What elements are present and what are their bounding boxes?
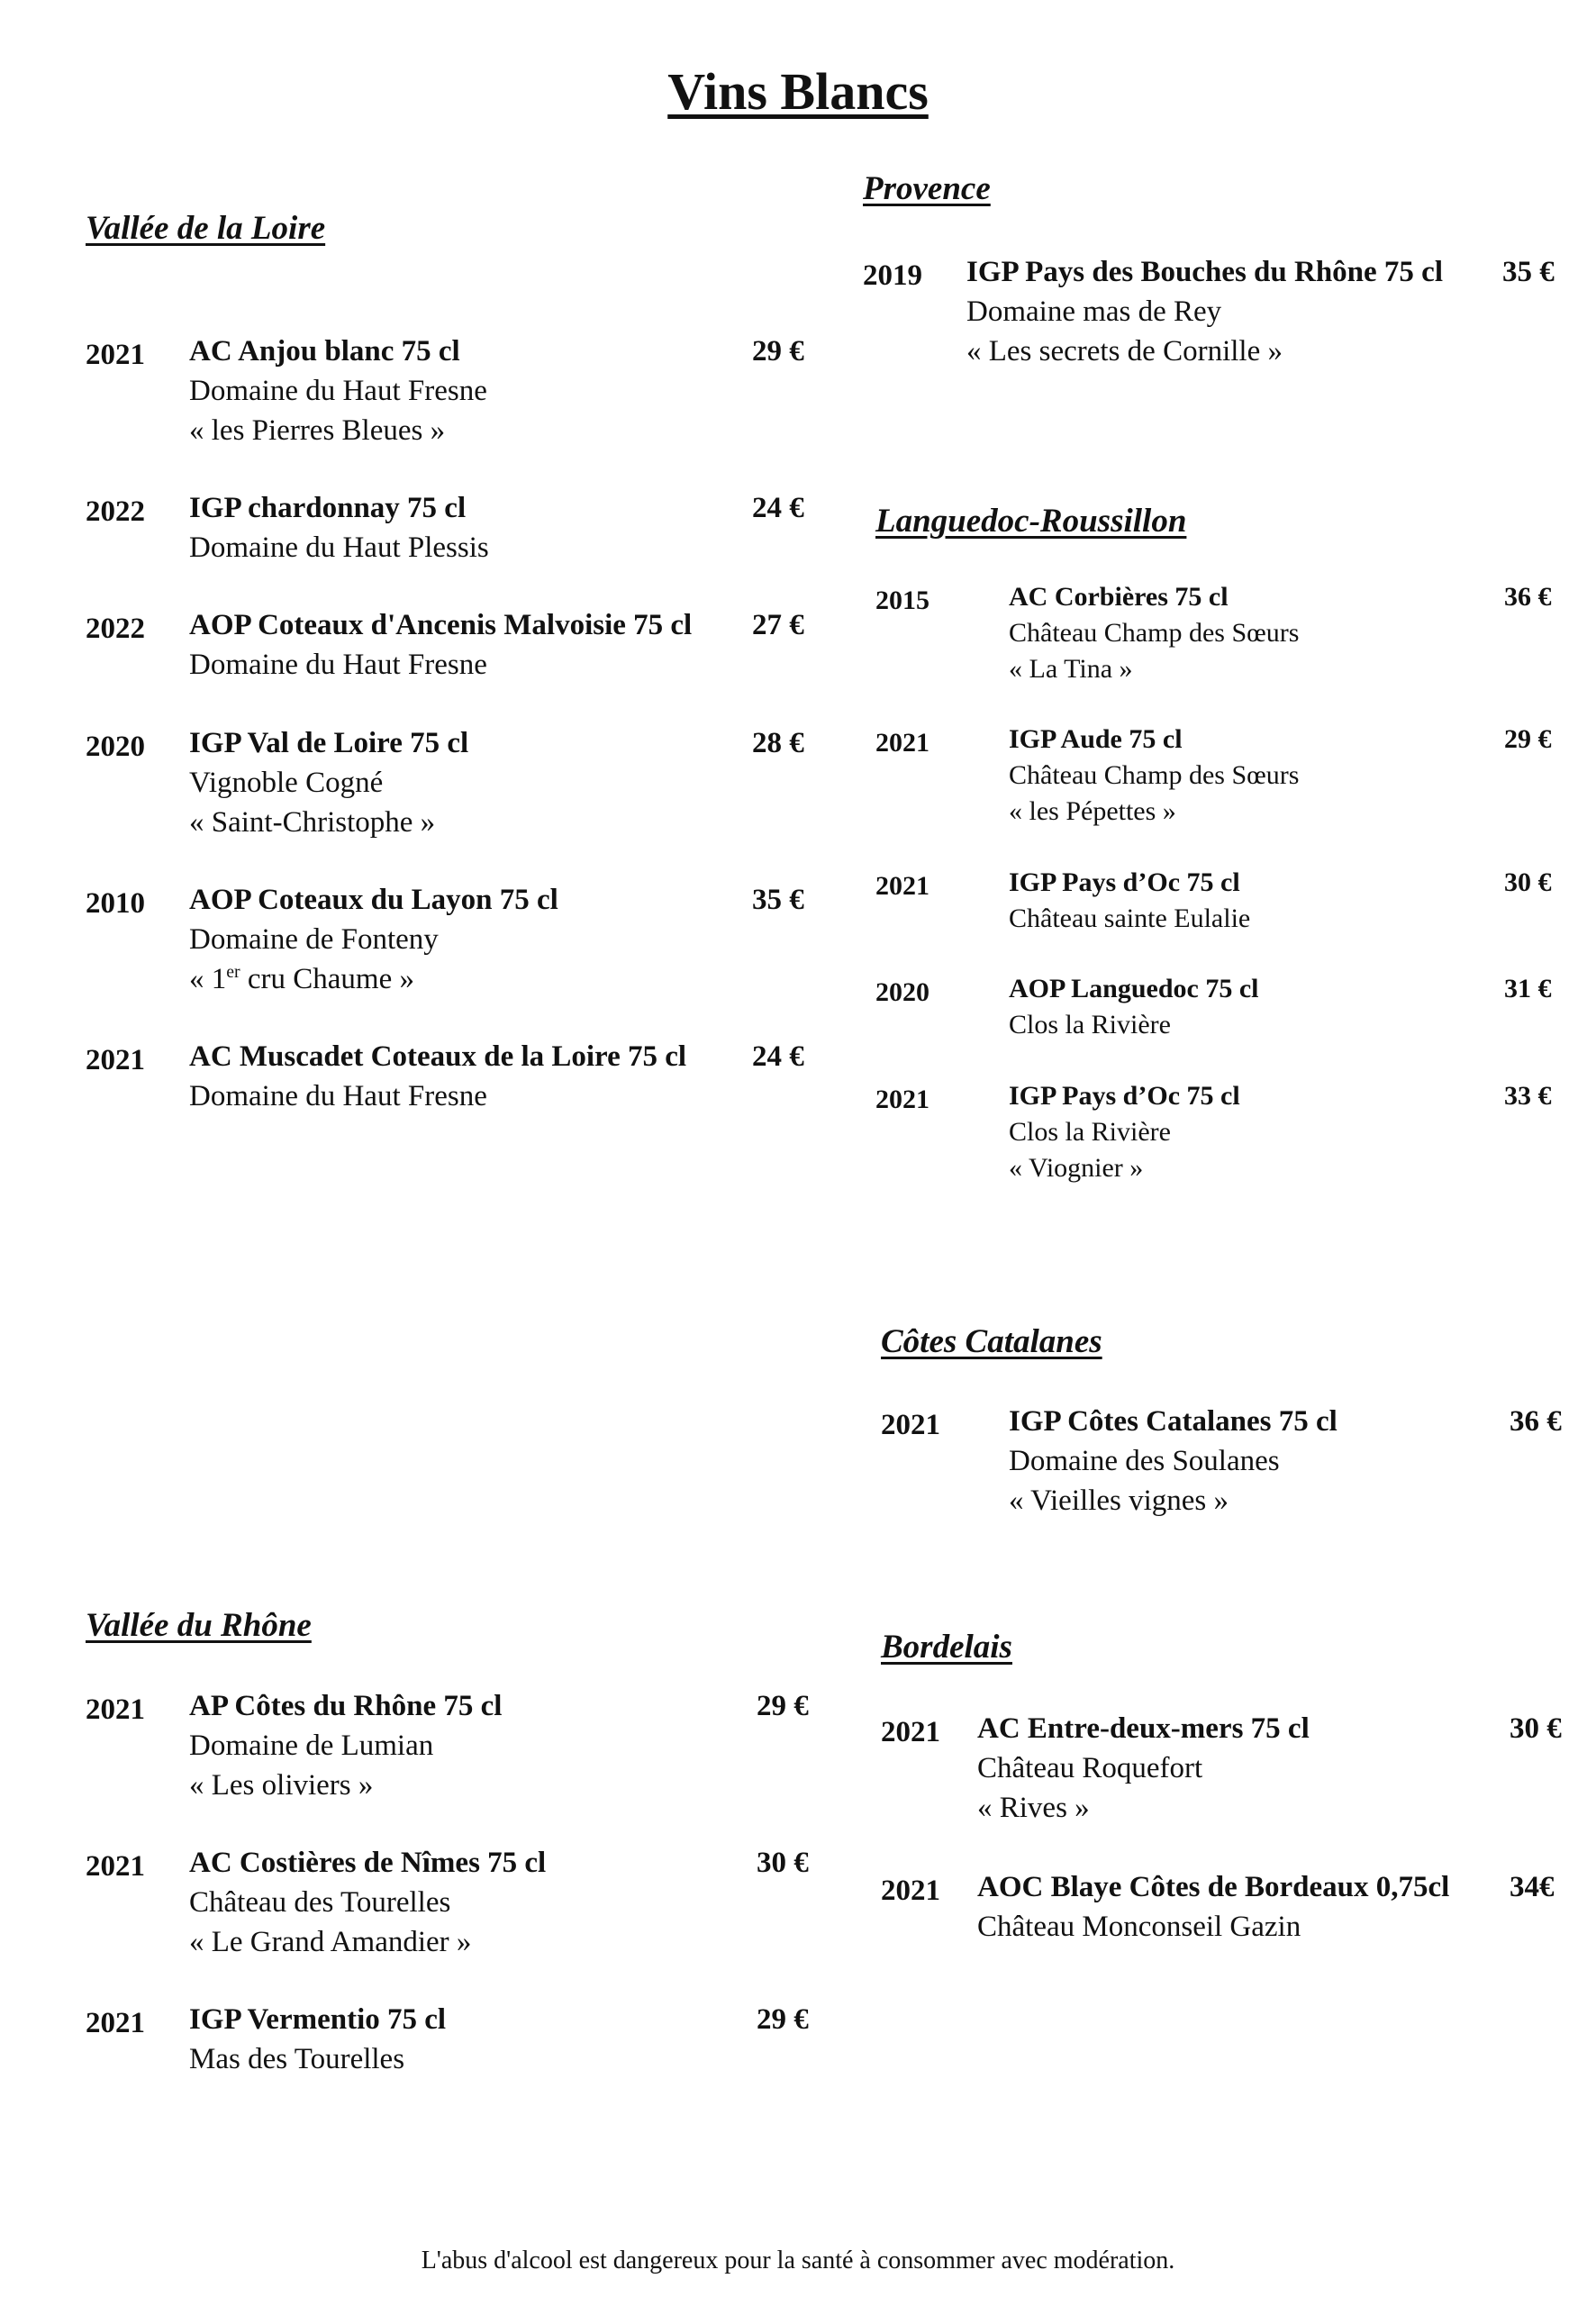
wine-producer: Domaine des Soulanes	[1009, 1445, 1280, 1477]
wine-producer: Château Champ des Sœurs	[1009, 618, 1300, 648]
wine-price: 30 €	[1510, 1712, 1562, 1745]
wine-cuvee: « les Pépettes »	[1009, 796, 1176, 826]
wine-price: 35 €	[1502, 256, 1555, 288]
wine-name: AC Costières de Nîmes 75 cl	[189, 1847, 547, 1879]
wine-year: 2019	[863, 259, 922, 292]
wine-name: AC Corbières 75 cl	[1009, 582, 1229, 612]
wine-year: 2015	[875, 586, 929, 615]
wine-name: AC Entre-deux-mers 75 cl	[977, 1712, 1310, 1745]
wine-cuvee: « Le Grand Amandier »	[189, 1926, 472, 1958]
wine-price: 36 €	[1504, 582, 1552, 612]
health-warning: L'abus d'alcool est dangereux pour la santé à consommer avec modération.	[421, 2247, 1175, 2274]
wine-year: 2020	[86, 731, 145, 763]
wine-year: 2021	[881, 1875, 940, 1907]
wine-producer: Château Monconseil Gazin	[977, 1911, 1301, 1943]
wine-name: IGP Val de Loire 75 cl	[189, 727, 469, 759]
wine-price: 29 €	[1504, 724, 1552, 754]
wine-producer: Domaine du Haut Fresne	[189, 649, 487, 681]
wine-name: IGP Aude 75 cl	[1009, 724, 1183, 754]
wine-producer: Domaine de Lumian	[189, 1730, 434, 1762]
wine-price: 31 €	[1504, 974, 1552, 1003]
section-title-rhone: Vallée du Rhône	[86, 1607, 312, 1644]
wine-producer: Domaine du Haut Fresne	[189, 375, 487, 407]
section-title-loire: Vallée de la Loire	[86, 210, 326, 247]
wine-producer: Clos la Rivière	[1009, 1010, 1171, 1040]
wine-cuvee: « Les oliviers »	[189, 1769, 374, 1802]
wine-year: 2010	[86, 887, 145, 920]
wine-cuvee: « les Pierres Bleues »	[189, 414, 446, 447]
wine-price: 27 €	[752, 609, 804, 641]
wine-price: 28 €	[752, 727, 804, 759]
wine-price: 29 €	[757, 2003, 809, 2036]
wine-name: AOP Languedoc 75 cl	[1009, 974, 1259, 1003]
wine-year: 2021	[881, 1409, 940, 1441]
wine-name: IGP chardonnay 75 cl	[189, 492, 467, 524]
wine-producer: Domaine de Fonteny	[189, 923, 439, 956]
wine-producer: Château sainte Eulalie	[1009, 903, 1251, 933]
page-title: Vins Blancs	[667, 62, 929, 121]
wine-cuvee: « Rives »	[977, 1792, 1090, 1824]
wine-producer: Domaine mas de Rey	[966, 295, 1222, 328]
wine-price: 29 €	[757, 1690, 809, 1722]
wine-name: AOC Blaye Côtes de Bordeaux 0,75cl	[977, 1871, 1450, 1903]
wine-year: 2021	[881, 1716, 940, 1748]
wine-name: IGP Pays d’Oc 75 cl	[1009, 867, 1240, 897]
wine-year: 2021	[86, 1044, 145, 1076]
wine-year: 2021	[86, 1850, 145, 1883]
wine-producer: Vignoble Cogné	[189, 767, 384, 799]
wine-price: 33 €	[1504, 1081, 1552, 1111]
wine-year: 2021	[875, 871, 929, 901]
section-title-languedoc: Languedoc-Roussillon	[875, 503, 1187, 540]
wine-year: 2021	[875, 728, 929, 758]
wine-price: 30 €	[1504, 867, 1552, 897]
wine-name: IGP Côtes Catalanes 75 cl	[1009, 1405, 1338, 1438]
wine-name: AC Anjou blanc 75 cl	[189, 335, 460, 368]
wine-cuvee: « Viognier »	[1009, 1153, 1144, 1183]
wine-price: 35 €	[752, 884, 804, 916]
wine-cuvee: « Vieilles vignes »	[1009, 1484, 1229, 1517]
wine-producer: Château Roquefort	[977, 1752, 1203, 1784]
wine-producer: Mas des Tourelles	[189, 2043, 405, 2075]
wine-year: 2022	[86, 613, 145, 645]
wine-name: IGP Pays des Bouches du Rhône 75 cl	[966, 256, 1443, 288]
wine-cuvee: « Saint-Christophe »	[189, 806, 436, 839]
wine-year: 2021	[86, 1693, 145, 1726]
wine-price: 24 €	[752, 492, 804, 524]
wine-price: 29 €	[752, 335, 804, 368]
wine-cuvee: « Les secrets de Cornille »	[966, 335, 1283, 368]
wine-year: 2021	[875, 1085, 929, 1114]
wine-cuvee: « 1er cru Chaume »	[189, 962, 414, 995]
section-title-bordelais: Bordelais	[881, 1629, 1012, 1666]
wine-producer: Château Champ des Sœurs	[1009, 760, 1300, 790]
wine-year: 2021	[86, 2007, 145, 2039]
wine-name: AOP Coteaux d'Ancenis Malvoisie 75 cl	[189, 609, 693, 641]
wine-price: 30 €	[757, 1847, 809, 1879]
wine-name: IGP Vermentio 75 cl	[189, 2003, 447, 2036]
section-title-catalanes: Côtes Catalanes	[881, 1323, 1102, 1360]
wine-producer: Clos la Rivière	[1009, 1117, 1171, 1147]
wine-cuvee: « La Tina »	[1009, 654, 1133, 684]
wine-price: 24 €	[752, 1040, 804, 1073]
wine-year: 2020	[875, 977, 929, 1007]
wine-name: IGP Pays d’Oc 75 cl	[1009, 1081, 1240, 1111]
wine-producer: Château des Tourelles	[189, 1886, 451, 1919]
wine-name: AOP Coteaux du Layon 75 cl	[189, 884, 558, 916]
wine-year: 2022	[86, 495, 145, 528]
section-title-provence: Provence	[863, 170, 991, 207]
wine-price: 34€	[1510, 1871, 1555, 1903]
wine-producer: Domaine du Haut Plessis	[189, 531, 489, 564]
wine-producer: Domaine du Haut Fresne	[189, 1080, 487, 1112]
wine-name: AC Muscadet Coteaux de la Loire 75 cl	[189, 1040, 687, 1073]
wine-year: 2021	[86, 339, 145, 371]
wine-price: 36 €	[1510, 1405, 1562, 1438]
wine-name: AP Côtes du Rhône 75 cl	[189, 1690, 503, 1722]
